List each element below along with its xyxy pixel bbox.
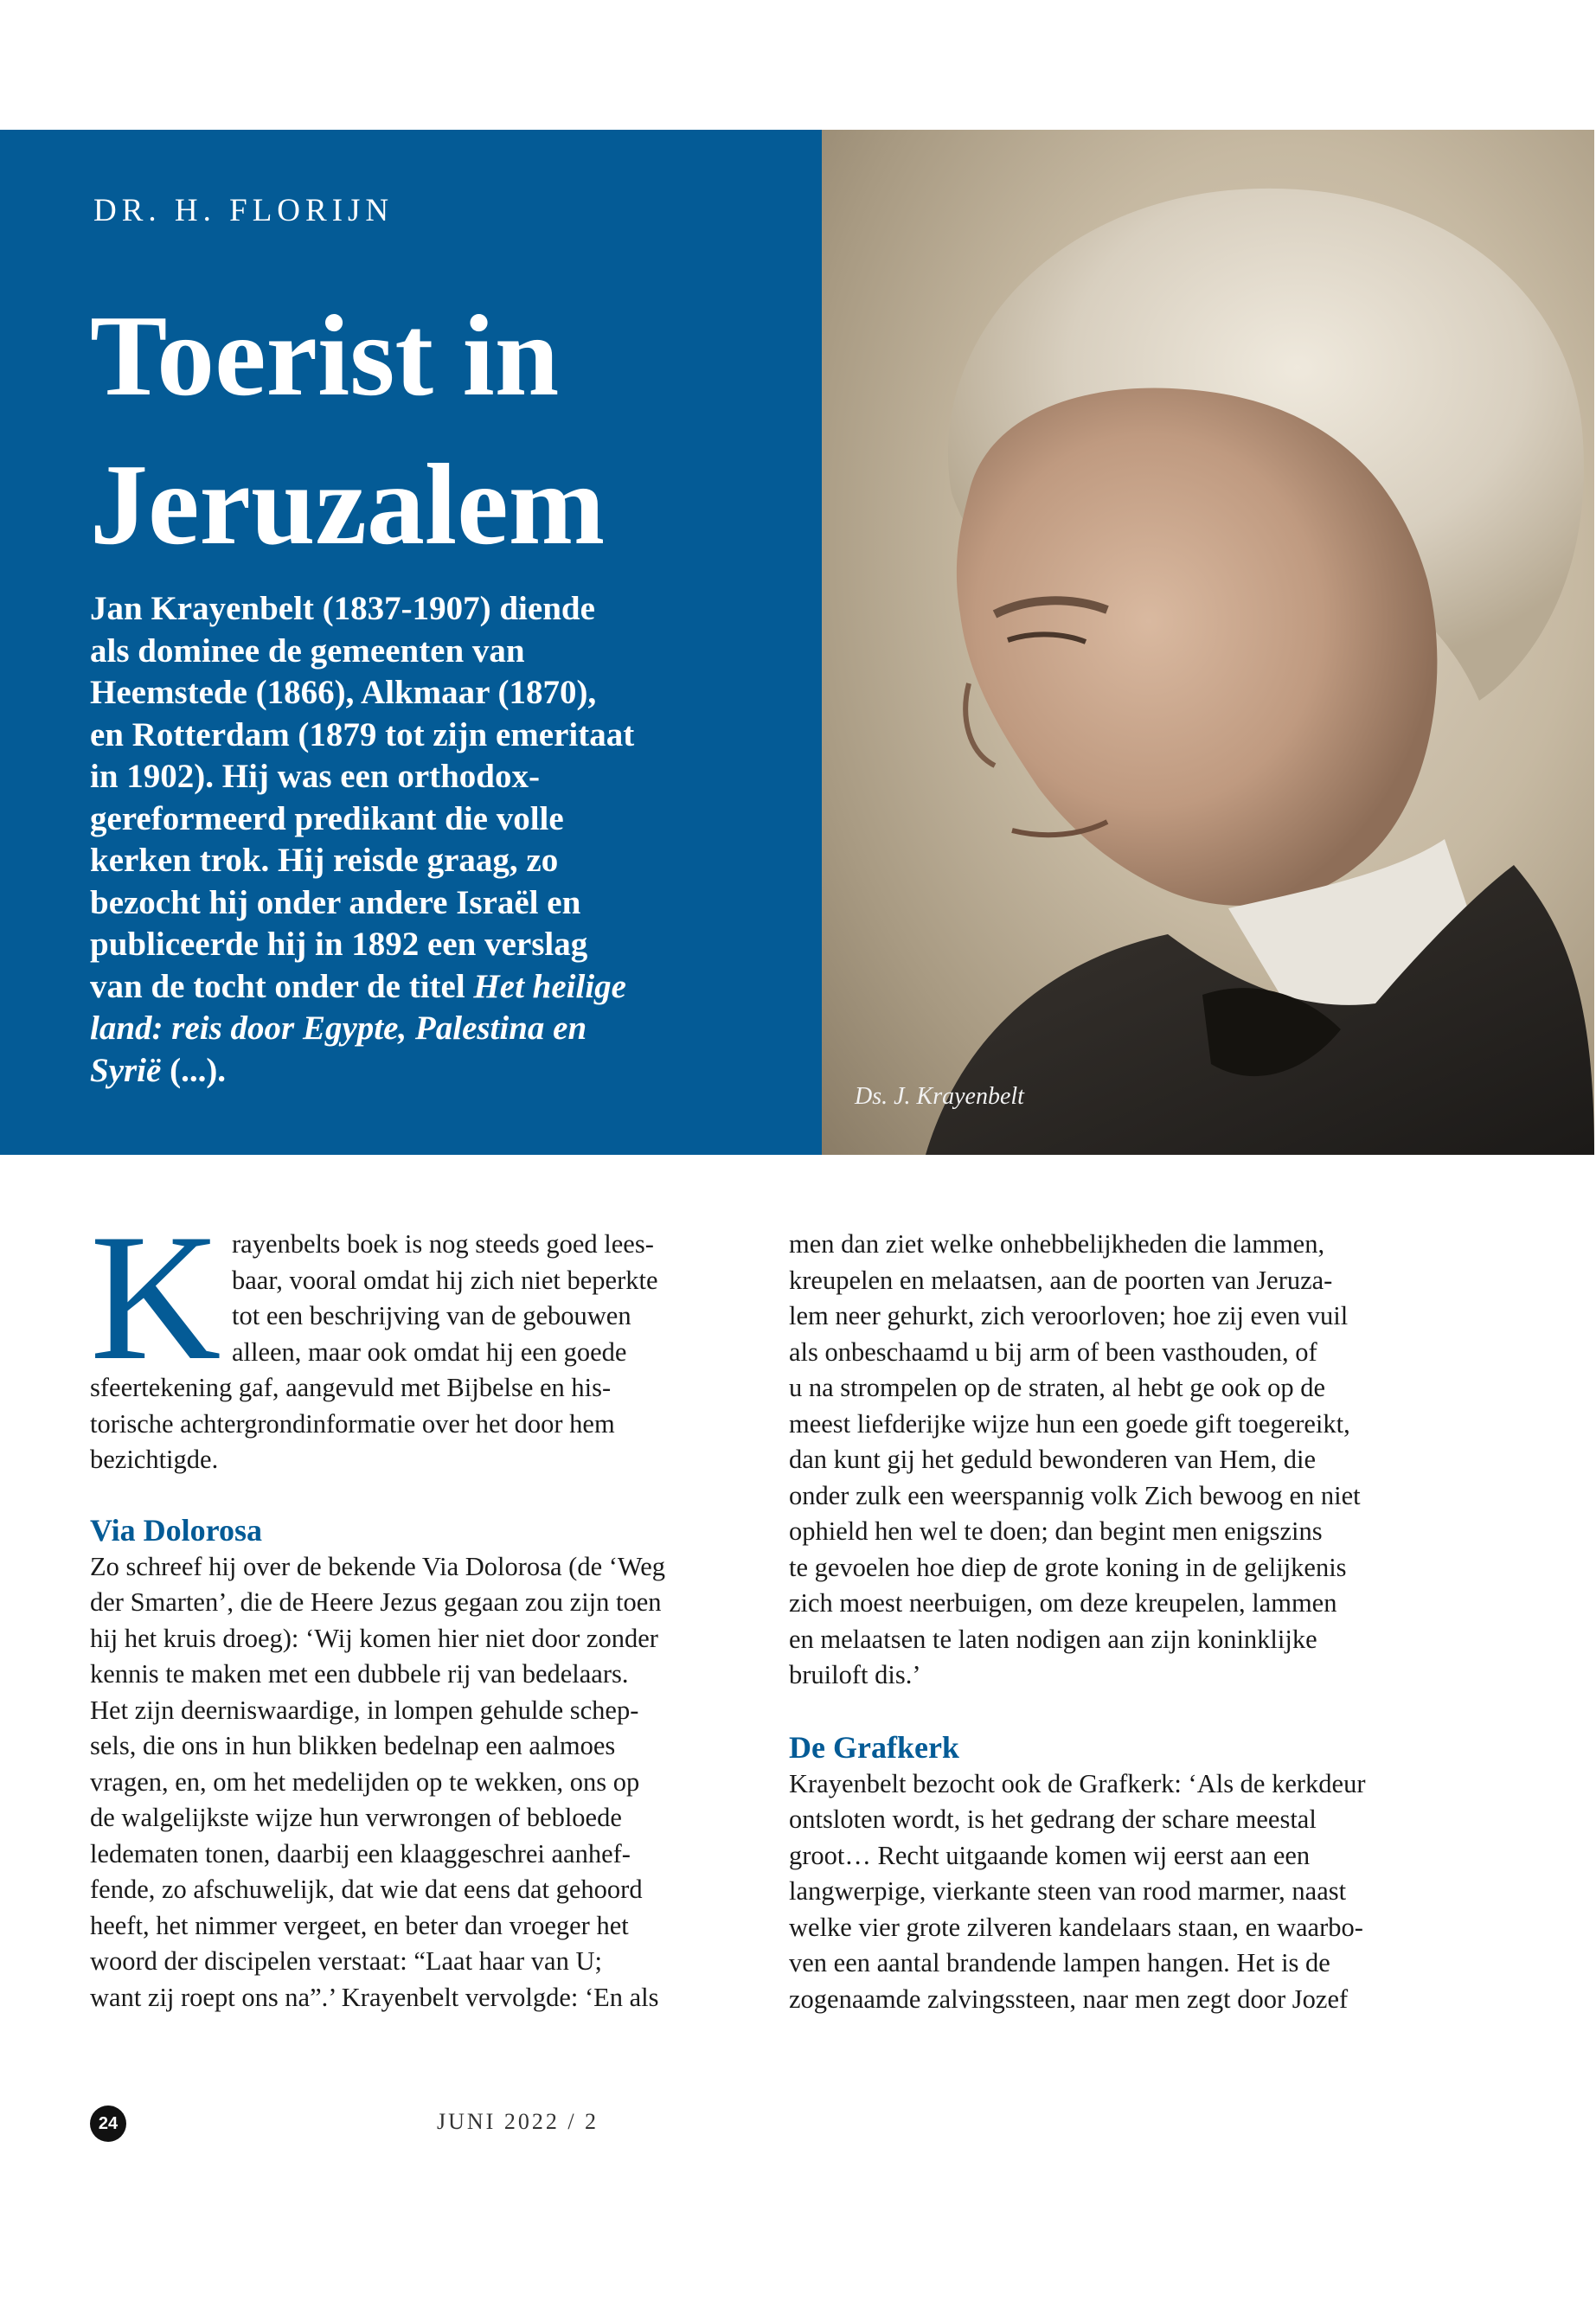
body-line: onder zulk een weerspannig volk Zich bewoog en niet — [789, 1480, 1361, 1510]
spacer — [90, 1478, 734, 1511]
intro-line: publiceerde hij in 1892 een verslag — [90, 926, 588, 963]
body-line: baar, vooral omdat hij zich niet beperkte — [232, 1265, 658, 1295]
body-line: torische achtergrondinformatie over het door hem — [90, 1408, 615, 1439]
book-title-part: Het heilige — [473, 967, 626, 1005]
intro-line — [90, 1050, 799, 1093]
body-line: ontsloten wordt, is het gedrang der schare meestal — [789, 1804, 1317, 1834]
intro-line-text: van de tocht onder de titel — [90, 967, 474, 1005]
article-title — [90, 281, 799, 579]
body-line: heeft, het nimmer vergeet, en beter dan vroeger het — [90, 1910, 629, 1940]
body-line: langwerpige, vierkante steen van rood marmer, naast — [789, 1876, 1347, 1906]
intro-line: als dominee de gemeenten van — [90, 631, 525, 670]
body-line: rayenbelts boek is nog steeds goed lees- — [232, 1229, 654, 1259]
book-title-part: Syrië — [90, 1051, 162, 1089]
intro-line: kerken trok. Hij reisde graag, zo — [90, 842, 559, 879]
left-column — [90, 1227, 734, 2016]
title-line: Jeruzalem — [90, 440, 606, 568]
body-line: hij het kruis droeg): ‘Wij komen hier niet door zonder — [90, 1623, 658, 1653]
body-line: dan kunt gij het geduld bewonderen van Hem, die — [789, 1445, 1316, 1474]
body-line: de walgelijkste wijze hun verwrongen of bebloede — [90, 1803, 622, 1832]
body-line: sels, die ons in hun blikken bedelnap een aalmoes — [90, 1731, 616, 1760]
intro-line: in 1902). Hij was een orthodox- — [90, 758, 540, 795]
body-line: woord der discipelen verstaat: “Laat haar van U; — [90, 1946, 602, 1976]
body-line: en melaatsen te laten nodigen aan zijn koninklijke — [789, 1624, 1317, 1654]
intro-line: Heemstede (1866), Alkmaar (1870), — [90, 674, 597, 711]
body-line: vragen, en, om het medelijden op te wekken, ons op — [90, 1766, 640, 1797]
body-line: Zo schreef hij over de bekende Via Dolorosa (de ‘Weg — [90, 1551, 666, 1581]
body-line: zich moest neerbuigen, om deze kreupelen, lammen — [789, 1588, 1337, 1618]
drop-cap: K — [90, 1197, 221, 1398]
body-line: ledematen tonen, daarbij een klaaggeschrei aanhef- — [90, 1838, 631, 1868]
title-line: Toerist in — [90, 292, 560, 420]
body-line: Krayenbelt bezocht ook de Grafkerk: ‘Als de kerkdeur — [789, 1768, 1366, 1798]
body-line: alleen, maar ook omdat hij een goede — [232, 1336, 627, 1367]
spacer — [789, 1694, 1433, 1728]
body-line: zogenaamde zalvingssteen, naar men zegt door Jozef — [789, 1984, 1349, 2014]
body-line: ven een aantal brandende lampen hangen. Het is de — [789, 1948, 1330, 1977]
intro-line — [90, 966, 799, 1009]
intro-line: bezocht hij onder andere Israël en — [90, 883, 581, 921]
intro-line: Jan Krayenbelt (1837-1907) diende — [90, 590, 595, 627]
body-line: Het zijn deerniswaardige, in lompen gehulde schep- — [90, 1695, 639, 1725]
intro-line: gereformeerd predikant die volle — [90, 799, 564, 837]
section-heading: Via Dolorosa — [90, 1512, 263, 1548]
body-line: welke vier grote zilveren kandelaars staan, en waarbo- — [789, 1912, 1363, 1942]
body-line: meest liefderijke wijze hun een goede gift toegereikt, — [789, 1408, 1350, 1439]
section-heading: De Grafkerk — [789, 1729, 959, 1765]
page-number: 24 — [90, 2106, 126, 2142]
body-line: lem neer gehurkt, zich veroorloven; hoe zij even vuil — [789, 1301, 1349, 1330]
body-line: groot… Recht uitgaande komen wij eerst aan een — [789, 1840, 1311, 1870]
intro-end: (...). — [161, 1051, 227, 1089]
photo-caption: Ds. J. Krayenbelt — [855, 1083, 1024, 1110]
body-line: der Smarten’, die de Heere Jezus gegaan zou zijn toen — [90, 1587, 662, 1617]
body-line: te gevoelen hoe diep de grote koning in de gelijkenis — [789, 1552, 1347, 1582]
paragraph — [789, 1227, 1433, 1694]
paragraph — [789, 1766, 1433, 2018]
body-line: sfeertekening gaf, aangevuld met Bijbelse en his- — [90, 1373, 612, 1402]
intro-line — [90, 1008, 799, 1050]
paragraph — [90, 1549, 734, 2016]
opening-paragraph — [90, 1227, 734, 1478]
body-line: bezichtigde. — [90, 1445, 219, 1474]
body-line: ophield hen wel te doen; dan begint men enigszins — [789, 1516, 1323, 1546]
body-line: fende, zo afschuwelijk, dat wie dat eens dat gehoord — [90, 1875, 643, 1904]
body-line: kennis te maken met een dubbele rij van bedelaars. — [90, 1659, 629, 1689]
author-name: DR. H. FLORIJN — [93, 193, 394, 228]
body-line: kreupelen en melaatsen, aan de poorten van Jeruza- — [789, 1265, 1333, 1295]
intro-text — [90, 588, 799, 1092]
book-title-part: land: reis door Egypte, Palestina en — [90, 1009, 587, 1047]
body-line: bruiloft dis.’ — [789, 1660, 921, 1689]
intro-line: en Rotterdam (1879 tot zijn emeritaat — [90, 715, 635, 753]
body-line: men dan ziet welke onhebbelijkheden die lammen, — [789, 1229, 1325, 1259]
body-line: als onbeschaamd u bij arm of been vasthouden, of — [789, 1336, 1317, 1367]
body-line: u na strompelen op de straten, al hebt ge ook op de — [789, 1373, 1325, 1402]
right-column — [789, 1227, 1433, 2017]
portrait-illustration — [822, 130, 1594, 1155]
body-line: tot een beschrijving van de gebouwen — [232, 1301, 631, 1330]
issue-label: JUNI 2022 / 2 — [437, 2109, 599, 2134]
body-line: want zij roept ons na”.’ Krayenbelt vervolgde: ‘En als — [90, 1982, 659, 2012]
portrait-photo — [822, 130, 1594, 1155]
